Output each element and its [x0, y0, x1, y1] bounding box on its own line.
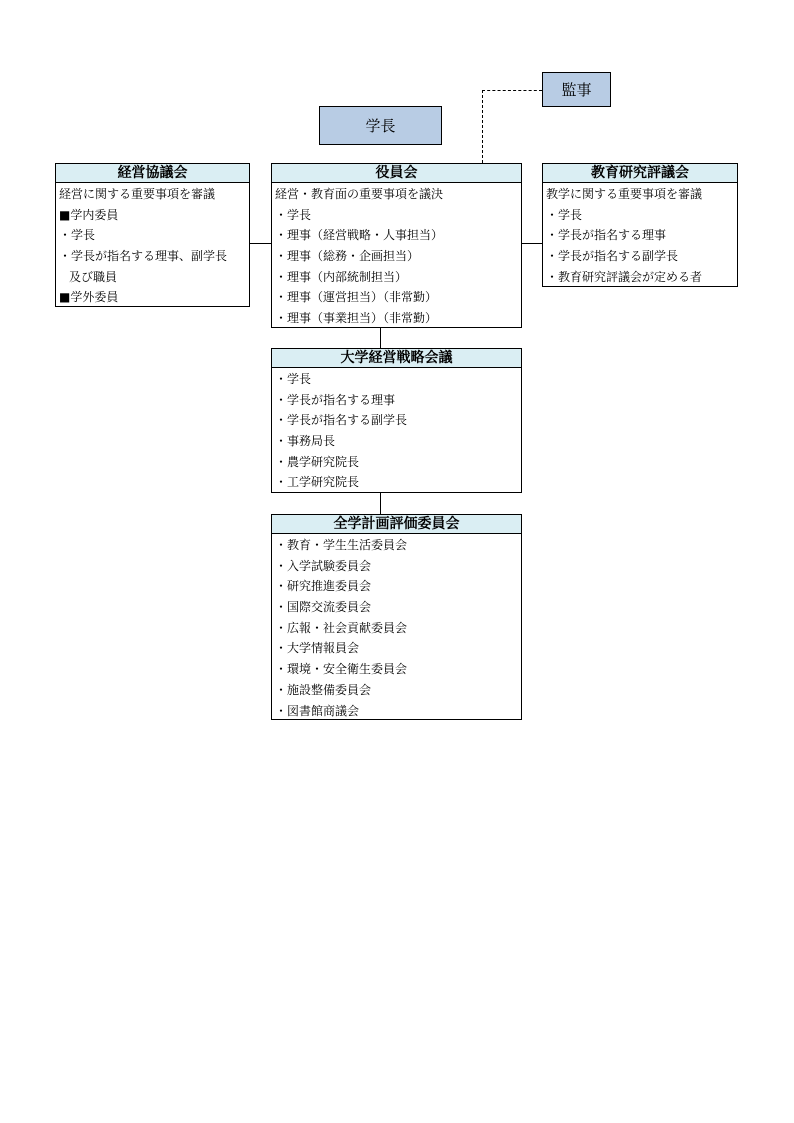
president-label: 学長 [365, 117, 396, 135]
education-council-line: 教学に関する重要事項を審議 [546, 187, 703, 201]
board-line: ・理事（総務・企画担当） [275, 249, 420, 264]
planning-committee-line: ・教育・学生生活委員会 [275, 538, 408, 552]
left-connector [250, 243, 271, 244]
board-title: 役員会 [272, 164, 521, 183]
board-line: ・理事（事業担当）（非常勤） [275, 311, 438, 326]
strategy-meeting-line: ・学長 [275, 372, 312, 386]
strategy-meeting-title: 大学経営戦略会議 [272, 349, 521, 368]
education-council-title: 教育研究評議会 [543, 164, 737, 183]
board-line: ・理事（経営戦略・人事担当） [275, 228, 444, 243]
right-connector [521, 243, 542, 244]
management-council-line: ・学長が指名する理事、副学長 [59, 249, 228, 264]
planning-committee-line: ・図書館商議会 [275, 703, 360, 718]
management-council-line: ■学外委員 [59, 290, 119, 305]
education-council-line: ・学長 [546, 207, 583, 222]
board-box [271, 163, 522, 328]
strategy-meeting-box [271, 348, 522, 493]
strategy-planning-connector [380, 492, 381, 514]
education-council-line: ・学長が指名する副学長 [546, 249, 679, 264]
strategy-meeting-line: ・農学研究院長 [275, 454, 360, 469]
president-box [319, 106, 442, 145]
strategy-meeting-line: ・学長が指名する副学長 [275, 413, 408, 428]
board-strategy-connector [380, 327, 381, 348]
board-line: ・理事（運営担当）（非常勤） [275, 290, 438, 305]
auditor-box [542, 72, 611, 107]
planning-committee-line: ・入学試験委員会 [275, 558, 372, 573]
board-line: ・理事（内部統制担当） [275, 269, 408, 284]
management-council-box [55, 163, 250, 307]
management-council-title: 経営協議会 [56, 164, 249, 183]
board-line: ・学長 [275, 207, 312, 222]
planning-committee-line: ・施設整備委員会 [275, 682, 372, 697]
management-council-line: ■学内委員 [59, 207, 119, 222]
planning-committee-title: 全学計画評価委員会 [272, 515, 521, 534]
auditor-connector-v [482, 90, 483, 163]
planning-committee-line: ・研究推進委員会 [275, 579, 372, 594]
strategy-meeting-line: ・工学研究院長 [275, 475, 360, 490]
auditor-connector-h [482, 90, 542, 91]
board-line: 経営・教育面の重要事項を議決 [275, 187, 444, 201]
planning-committee-line: ・大学情報員会 [275, 641, 360, 656]
education-council-line: ・学長が指名する理事 [546, 228, 667, 243]
management-council-line: ・学長 [59, 228, 96, 243]
education-council-line: ・教育研究評議会が定める者 [546, 269, 703, 284]
auditor-label: 監事 [561, 81, 592, 99]
planning-committee-line: ・環境・安全衛生委員会 [275, 662, 408, 677]
strategy-meeting-line: ・事務局長 [275, 434, 336, 449]
planning-committee-line: ・国際交流委員会 [275, 600, 372, 615]
management-council-line: 経営に関する重要事項を審議 [59, 187, 216, 201]
strategy-meeting-line: ・学長が指名する理事 [275, 392, 396, 407]
planning-committee-line: ・広報・社会貢献委員会 [275, 620, 408, 635]
education-council-box [542, 163, 738, 287]
planning-committee-box [271, 514, 522, 720]
management-council-line: 及び職員 [69, 269, 118, 284]
